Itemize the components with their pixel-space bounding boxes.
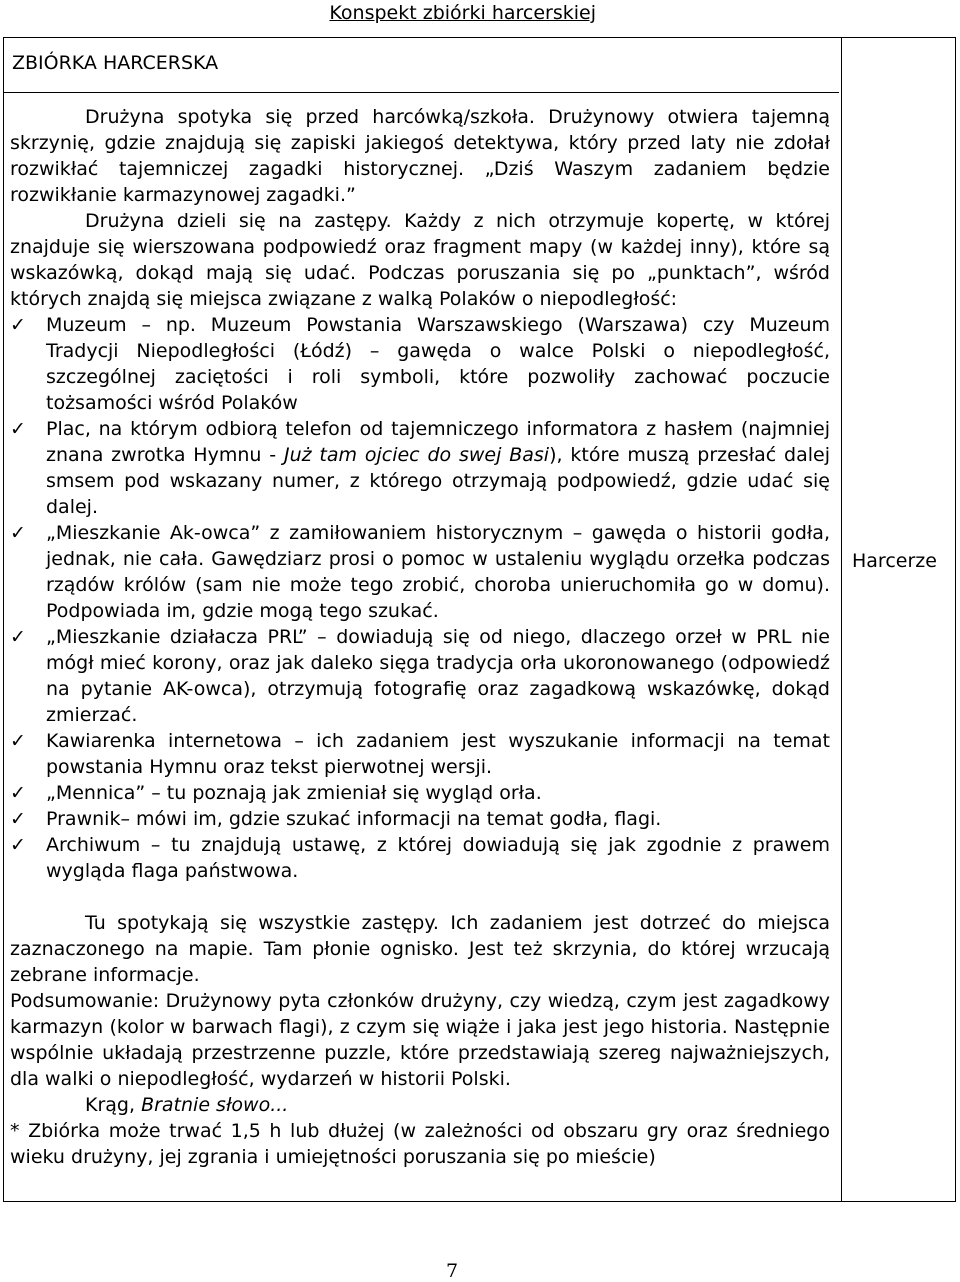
checkmark-icon: ✓ [10,626,26,648]
column-divider [841,38,842,1201]
page-number: 7 [446,1260,459,1282]
document-header: Konspekt zbiórki harcerskiej [329,2,596,24]
checkmark-icon: ✓ [10,834,26,856]
list-item: ✓ Prawnik– mówi im, gdzie szukać informacji na temat godła, flagi. [10,808,662,830]
closing-circle: Krąg, Bratnie słowo... [85,1094,289,1116]
list-item: ✓ „Mieszkanie działacza PRL” – dowiadują się od niego, dlaczego orzeł w PRL nie mógł mieć korony, oraz jak daleko sięga tradycja orła ukoronowanego (odpowiedź na pytanie AK-owca), otrzymują fotografię oraz zagadkową wskazówkę, dokąd zmierzać. [10,626,830,726]
participants-label: Harcerze [852,550,937,572]
title-row-divider [4,92,839,93]
teams-paragraph: Drużyna dzieli się na zastępy. Każdy z nich otrzymuje kopertę, w której znajduje się wierszowana podpowiedź oraz fragment mapy (w każdej inny), które są wskazówką, dokąd mają się udać. Podczas poruszania się po „punktach”, wśród których znajdą się miejsca związane z walką Polaków o niepodległość: [10,210,830,310]
section-title: ZBIÓRKA HARCERSKA [12,52,219,74]
gathering-paragraph: Tu spotykają się wszystkie zastępy. Ich zadaniem jest dotrzeć do miejsca zaznaczonego na mapie. Tam płonie ognisko. Jest też skrzynia, do której wrzucają zebrane informacje. [10,912,830,986]
duration-note: * Zbiórka może trwać 1,5 h lub dłużej (w zależności od obszaru gry oraz średniego wieku drużyny, jej zgrania i umiejętności poruszania się po mieście) [10,1120,830,1168]
list-item: ✓ „Mennica” – tu poznają jak zmieniał się wygląd orła. [10,782,542,804]
list-item: ✓ Plac, na którym odbiorą telefon od tajemniczego informatora z hasłem (najmniej znana zwrotka Hymnu - Już tam ojciec do swej Basi), które muszą przesłać dalej smsem pod wskazany numer, z którego otrzymają podpowiedź, gdzie udać się dalej. [10,418,830,518]
summary-paragraph: Podsumowanie: Drużynowy pyta członków drużyny, czy wiedzą, czym jest zagadkowy karmazyn (kolor w barwach flagi), z czym się wiąże i jaka jest jego historia. Następnie wspólnie układają przestrzenne puzzle, które przedstawiają szereg najważniejszych, dla walki o niepodległość, wydarzeń w historii Polski. [10,990,830,1090]
list-item: ✓ Kawiarenka internetowa – ich zadaniem jest wyszukanie informacji na temat powstania Hymnu oraz tekst pierwotnej wersji. [10,730,830,778]
list-item: ✓ „Mieszkanie Ak-owca” z zamiłowaniem historycznym – gawęda o historii godła, jednak, nie cała. Gawędziarz prosi o pomoc w ustaleniu wyglądu orzełka podczas rządów królów (sam nie może tego zrobić, choroba unieruchomiła go w domu). Podpowiada im, gdzie mogą tego szukać. [10,522,830,622]
list-item: ✓ Muzeum – np. Muzeum Powstania Warszawskiego (Warszawa) czy Muzeum Tradycji Niepodległości (Łódź) – gawęda o walce Polski o niepodległość, szczególnej zaciętości i roli symboli, które pozwoliły zachować poczucie tożsamości wśród Polaków [10,314,830,414]
content-table [3,37,956,1202]
scenario-body [10,104,830,1170]
checkmark-icon: ✓ [10,730,26,752]
checkmark-icon: ✓ [10,418,26,440]
checkmark-icon: ✓ [10,522,26,544]
checkmark-icon: ✓ [10,808,26,830]
spacer [10,884,830,910]
checkmark-icon: ✓ [10,314,26,336]
list-item: ✓ Archiwum – tu znajdują ustawę, z której dowiadują się jak zgodnie z prawem wygląda flaga państwowa. [10,834,830,882]
intro-paragraph: Drużyna spotyka się przed harcówką/szkoła. Drużynowy otwiera tajemną skrzynię, gdzie znajdują się zapiski jakiegoś detektywa, który przed laty nie zdołał rozwikłać tajemniczej zagadki historycznej. „Dziś Waszym zadaniem będzie rozwikłanie karmazynowej zagadki.” [10,106,830,206]
checkmark-icon: ✓ [10,782,26,804]
checkpoint-list [10,312,830,884]
